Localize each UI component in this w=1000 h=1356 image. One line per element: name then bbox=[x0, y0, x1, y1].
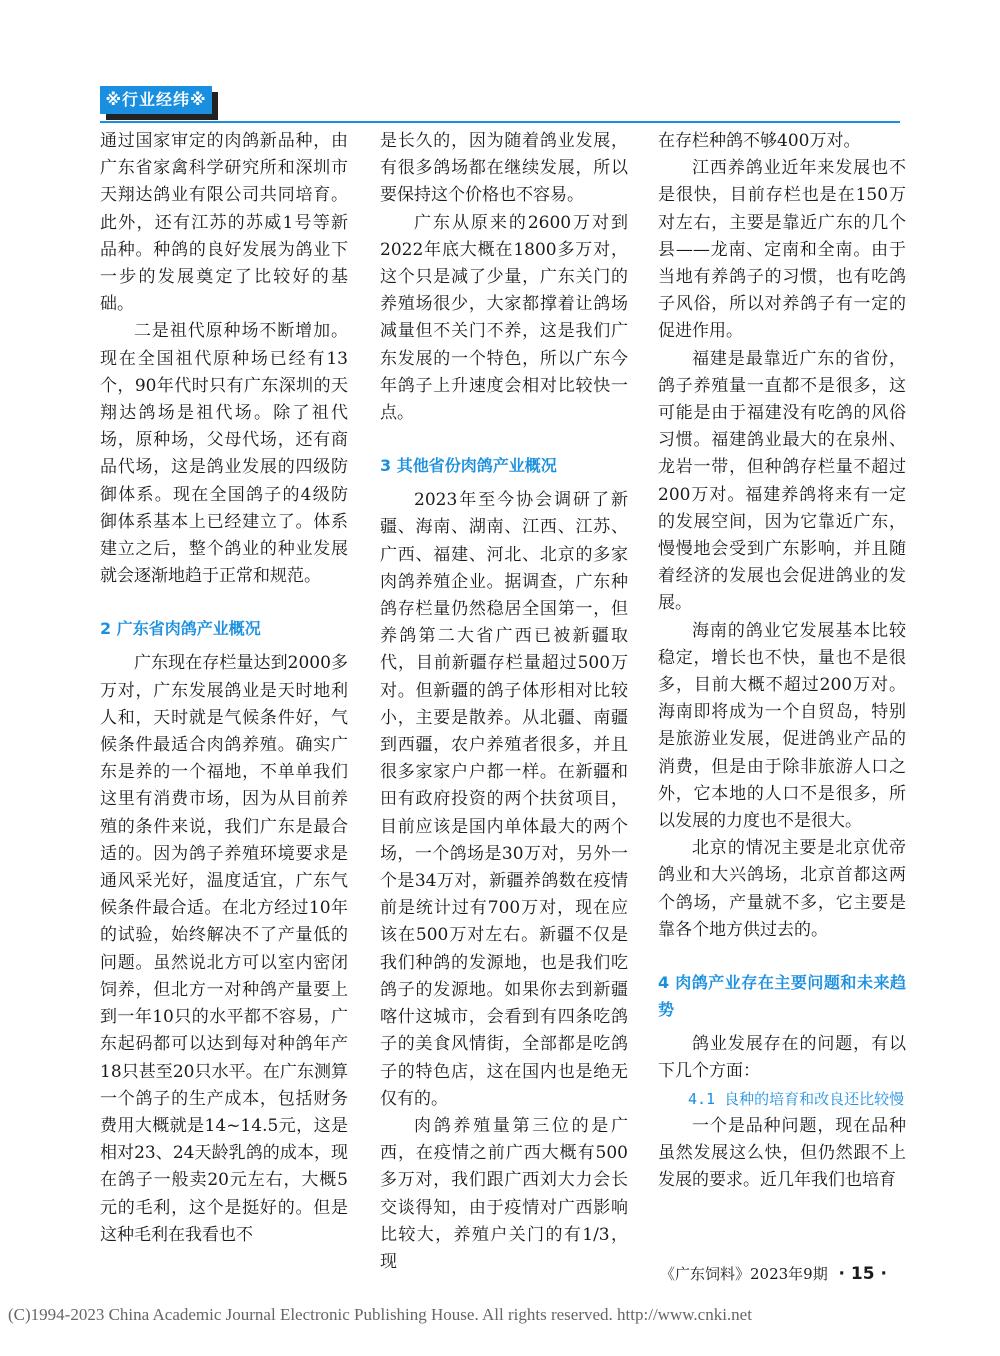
paragraph: 北京的情况主要是北京优帝鸽业和大兴鸽场，北京首都这两个鸽场，产量就不多，它主要是靠各个地方供过去的。 bbox=[658, 838, 906, 940]
section-heading-3: 3 其他省份肉鸽产业概况 bbox=[380, 456, 557, 476]
paragraph: 海南的鸽业它发展基本比较稳定，增长也不快，量也不是很多，目前大概不超过200万对。海南即将成为一个自贸岛，特别是旅游业发展，促进鸽业产品的消费，但是由于除非旅游人口之外，它本地的人口不是很多，所以发展的力度也不是很大。 bbox=[658, 620, 906, 832]
paragraph: 在存栏种鸽不够400万对。 bbox=[658, 131, 861, 151]
paragraph: 江西养鸽业近年来发展也不是很快，目前存栏也是在150万对左右，主要是靠近广东的几个县——龙南、定南和全南。由于当地有养鸽子的习惯，也有吃鸽子风俗，所以对养鸽子有一定的促进作用。 bbox=[658, 158, 906, 342]
paragraph: 广东从原来的2600万对到2022年底大概在1800多万对，这个只是减了少量，广东关门的养殖场很少，大家都撑着让鸽场减量但不关门不养，这是我们广东发展的一个特色，所以广东今年鸽子上升速度会相对比较快一点。 bbox=[380, 212, 628, 424]
section-heading-2: 2 广东省肉鸽产业概况 bbox=[100, 619, 261, 639]
paragraph: 通过国家审定的肉鸽新品种，由广东省家禽科学研究所和深圳市天翔达鸽业有限公司共同培育。此外，还有江苏的苏威1号等新品种。种鸽的良好发展为鸽业下一步的发展奠定了比较好的基础。 bbox=[100, 131, 348, 315]
column-2 bbox=[380, 128, 628, 1276]
header-rule bbox=[100, 121, 900, 123]
paragraph: 是长久的，因为随着鸽业发展，有很多鸽场都在继续发展，所以要保持这个价格也不容易。 bbox=[380, 131, 628, 206]
page-number: · 15 · bbox=[838, 1264, 887, 1284]
section-tag: ※行业经纬※ bbox=[100, 86, 212, 114]
copyright-notice: (C)1994-2023 China Academic Journal Electronic Publishing House. All rights reserved. http://www.cnki.net bbox=[8, 1305, 752, 1324]
column-1 bbox=[100, 128, 348, 1249]
journal-footer bbox=[660, 1262, 910, 1286]
paragraph: 一个是品种问题，现在品种虽然发展这么快，但仍然跟不上发展的要求。近几年我们也培育 bbox=[658, 1115, 906, 1191]
journal-issue: 《广东饲料》2023年9期 bbox=[660, 1265, 828, 1283]
paragraph: 二是祖代原种场不断增加。现在全国祖代原种场已经有13个，90年代时只有广东深圳的天翔达鸽场是祖代场。除了祖代场，原种场，父母代场，还有商品代场，这是鸽业发展的四级防御体系。现在全国鸽子的4级防御体系基本上已经建立了。体系建立之后，整个鸽业的种业发展就会逐渐地趋于正常和规范。 bbox=[100, 321, 348, 587]
column-3 bbox=[658, 128, 906, 1194]
paragraph: 鸽业发展存在的问题，有以下几个方面： bbox=[658, 1034, 906, 1082]
subsection-heading-4-1: 4.1 良种的培育和改良还比较慢 bbox=[688, 1089, 905, 1108]
paragraph: 福建是最靠近广东的省份，鸽子养殖量一直都不是很多，这可能是由于福建没有吃鸽的风俗习惯。福建鸽业最大的在泉州、龙岩一带，但种鸽存栏量不超过200万对。福建养鸽将来有一定的发展空间，因为它靠近广东，慢慢地会受到广东影响，并且随着经济的发展也会促进鸽业的发展。 bbox=[658, 348, 906, 614]
section-heading-4: 4 肉鸽产业存在主要问题和未来趋势 bbox=[658, 973, 906, 1020]
paragraph: 广东现在存栏量达到2000多万对，广东发展鸽业是天时地利人和，天时就是气候条件好，气候条件最适合肉鸽养殖。确实广东是养的一个福地，不单单我们这里有消费市场，因为从目前养殖的条件来说，我们广东是最合适的。因为鸽子养殖环境要求是通风采光好，温度适宜，广东气候条件最合适。在北方经过10年的试验，始终解决不了产量低的问题。虽然说北方可以室内密闭饲养，但北方一对种鸽产量要上到一年10只的水平都不容易，广东起码都可以达到每对种鸽年产18只甚至20只水平。在广东测算一个鸽子的生产成本，包括财务费用大概就是14~14.5元，这是相对23、24天龄乳鸽的成本，现在鸽子一般卖20元左右，大概5元的毛利，这个是挺好的。但是这种毛利在我看也不 bbox=[100, 653, 348, 1245]
paragraph: 肉鸽养殖量第三位的是广西，在疫情之前广西大概有500多万对，我们跟广西刘大力会长交谈得知，由于疫情对广西影响比较大，养殖户关门的有1/3，现 bbox=[380, 1115, 628, 1272]
paragraph: 2023年至今协会调研了新疆、海南、湖南、江西、江苏、广西、福建、河北、北京的多家肉鸽养殖企业。据调查，广东种鸽存栏量仍然稳居全国第一，但养鸽第二大省广西已被新疆取代，目前新疆存栏量超过500万对。但新疆的鸽子体形相对比较小，主要是散养。从北疆、南疆到西疆，农户养殖者很多，并且很多家家户户都一样。在新疆和田有政府投资的两个扶贫项目，目前应该是国内单体最大的两个场，一个鸽场是30万对，另外一个是34万对，新疆养鸽数在疫情前是统计过有700万对，现在应该在500万对左右。新疆不仅是我们种鸽的发源地，也是我们吃鸽子的发源地。如果你去到新疆喀什这城市，会看到有四条吃鸽子的美食风情街，全部都是吃鸽子的特色店，这在国内也是绝无仅有的。 bbox=[380, 490, 628, 1109]
